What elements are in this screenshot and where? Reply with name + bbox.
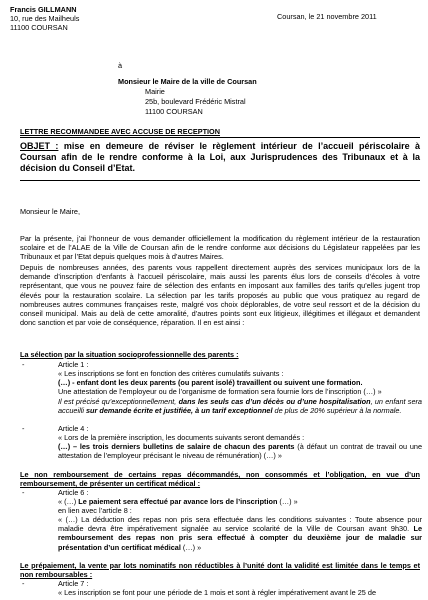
art1-criteria: (…) - enfant dont les deux parents (ou parent isolé) travaillent ou suivent une formation. [58,378,363,388]
art6-quote [58,497,422,506]
art1-note-5: de plus de 20% supérieur à la normale. [272,405,402,415]
art8-q3: (…) » [180,542,202,552]
art4-intro: « Lors de la première inscription, les documents suivants seront demandés : [58,433,305,442]
art4-label: Article 4 : [58,424,89,433]
art8-q1: « (…) La déduction des repas non pris sera effectuée dans les conditions suivantes : Toute absence pour maladie devra être impérativement signalée au service scolarité de la Ville de Coursan avant 9h30. [58,515,422,534]
art8-intro: en lien avec l’article 8 : [58,506,132,515]
sender-name: Francis GILLMANN [10,5,77,14]
place-date: Coursan, le 21 novembre 2011 [277,12,377,21]
art7-quote: « Les inscription se font pour une période de 1 mois et sont à régler impérativement avant le 25 de [58,588,377,597]
object-rule-top [20,137,420,138]
bullet-dash: - [22,579,25,588]
art1-label: Article 1 : [58,360,89,369]
art4-quote [58,433,422,461]
art8-quote [58,515,422,552]
art6-q3: (…) » [277,497,298,506]
art1-note-1: Il est précisé qu’exceptionnellement, [58,396,179,406]
paragraph-2: Depuis de nombreuses années, des parents vous rappellent directement auprès des services municipaux lors de la demande d’inscription d’enfants à l’accueil périscolaire, mais aussi les parents élus lors de conseils d’écoles à votre représentant, que vous ne pouvez faire de sélection des enfants en imposant aux familles des tarifs qu’elles jugent trop élevés pour la restauration scolaire. La sélection par les tarifs proposés au public que vous pratiquez au regard de nombreuses autres communes françaises reste, malgré vos choix déplorables, de votre seul ressort et de la décision du conseil municipal. Mais au delà de cette amoralité, d’autres points sont eux litigieux, illégitimes et illégaux et demandent donc sanction et par voie de conséquence, réparation. Il en est ainsi : [20,263,420,328]
registered-mail: LETTRE RECOMMANDEE AVEC ACCUSE DE RECEPTION [20,127,221,136]
sender-address: 10, rue des Mailheuls [10,14,80,23]
bullet-dash: - [22,488,25,497]
art1-attestation: Une attestation de l’employeur ou de l’organisme de formation sera fournie lors de l’inscription (…) » [58,387,382,397]
art4-docs-detail: (à défaut un contrat de travail ou une attestation de l’employeur précisant le niveau de rémunération) (…) » [58,442,423,461]
recipient-org: Mairie [145,87,165,96]
salutation: Monsieur le Maire, [20,207,81,216]
art1-note-2: dans les seuls cas d’un décès ou d’une hospitalisation [178,396,371,406]
art1-quote [58,369,422,415]
art4-docs: (…) – les trois derniers bulletins de salaire de chacun des parents [58,442,295,452]
art7-label: Article 7 : [58,579,89,588]
art6-label: Article 6 : [58,488,89,497]
object-text: mise en demeure de réviser le règlement intérieur de l’accueil périscolaire à Coursan afin de le rendre conforme à la Loi, aux Jurisprudences des Tribunaux et à la décision du Conseil d’Etat. [20,141,420,173]
bullet-dash: - [22,360,25,369]
recipient-a: à [118,61,123,70]
art1-note-3: , un enfant sera accueilli [58,396,422,415]
object [20,141,420,174]
recipient-address: 25b, boulevard Frédéric Mistral [145,97,246,106]
art1-intro: « Les inscriptions se font en fonction des critères cumulatifs suivants : [58,369,284,378]
object-label: OBJET : [20,141,59,151]
object-rule-bottom [20,180,420,181]
recipient-title: Monsieur le Maire de la ville de Coursan [118,77,257,86]
art1-note-4: sur demande écrite et justifiée, à un tarif exceptionnel [85,405,273,415]
art6-q1: « (…) [58,497,79,506]
section3-heading: Le prépaiement, la vente par lots nominatifs non réductibles à l’unité dont la validité est limitée dans le temps et non remboursables : [20,561,420,580]
recipient-city: 11100 COURSAN [145,107,203,116]
bullet-dash: - [22,424,25,433]
section1-heading: La sélection par la situation socioprofessionnelle des parents : [20,350,239,359]
art8-q2: Le remboursement des repas non pris sera effectué à compter du deuxième jour de maladie sur présentation d’un certificat médical [58,524,422,552]
paragraph-1: Par la présente, j’ai l’honneur de vous demander officiellement la modification du règlement intérieur de la restauration scolaire et de l’ALAE de la Ville de Coursan afin de le rendre conforme aux décisions du Législateur rappelées par les Tribunaux et par l’Etat depuis quelques mois à d’autres Maires. [20,234,420,262]
section2-heading: Le non remboursement de certains repas décommandés, non consommés et l’obligation, en vue d’un remboursement, de présenter un certificat médical : [20,470,420,489]
sender-city: 11100 COURSAN [10,23,68,32]
art6-q2: Le paiement sera effectué par avance lors de l’inscription [78,497,278,506]
